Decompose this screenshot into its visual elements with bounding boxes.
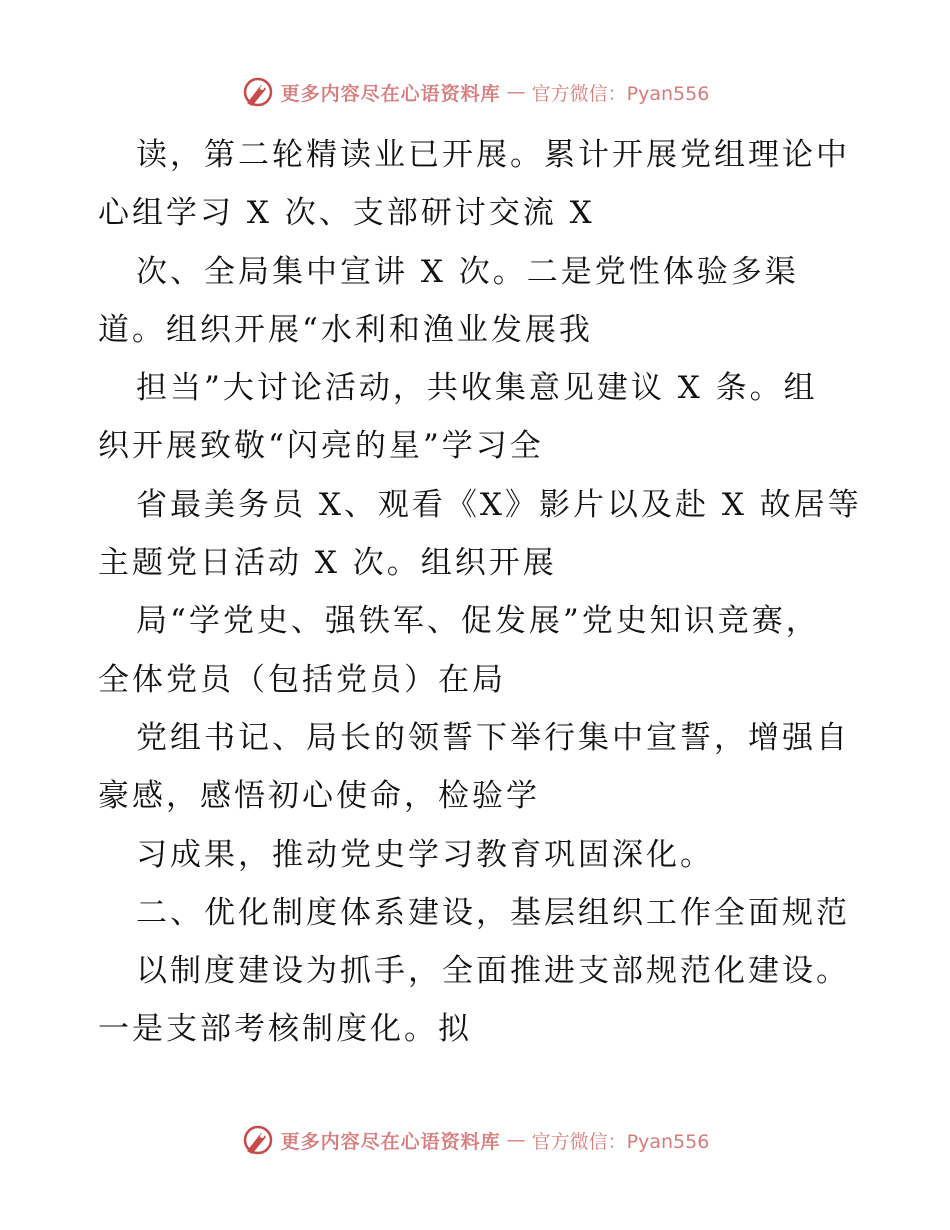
paragraph-line: 主题党日活动 X 次。组织开展 [98,545,557,582]
watermark-brand: 更多内容尽在心语资料库 [280,82,501,105]
paragraph-line: 省最美务员 X、观看《X》影片以及赴 X 故居等 [136,486,862,523]
paragraph-line: 以制度建设为抓手，全面推进支部规范化建设。 [136,953,850,990]
watermark-separator: — [506,1129,526,1151]
paragraph-line: 担当”大讨论活动，共收集意见建议 X 条。组 [136,370,818,407]
paragraph-line: 习成果，推动党史学习教育巩固深化。 [136,836,714,873]
footer-watermark [0,1120,950,1160]
paragraph-line: 心组学习 X 次、支部研讨交流 X [98,195,595,232]
fountain-pen-logo-icon [241,75,275,109]
paragraph-line: 一是支部考核制度化。拟 [98,1011,472,1048]
paragraph-line: 党组书记、局长的领誓下举行集中宣誓，增强自 [136,719,850,756]
paragraph-line: 织开展致敬“闪亮的星”学习全 [98,428,544,465]
fountain-pen-logo-icon [241,1123,275,1157]
paragraph-line: 局“学党史、强铁军、促发展”党史知识竞赛， [136,603,820,640]
watermark-brand: 更多内容尽在心语资料库 [280,1130,501,1153]
paragraph-line: 全体党员（包括党员）在局 [98,661,506,698]
section-heading: 二、优化制度体系建设，基层组织工作全面规范 [136,894,850,931]
header-watermark [0,72,950,112]
paragraph-line: 次、全局集中宣讲 X 次。二是党性体验多渠 [136,253,799,290]
watermark-wechat: 官方微信：Pyan556 [531,1130,710,1153]
paragraph-line: 读，第二轮精读业已开展。累计开展党组理论中 [136,137,850,173]
watermark-separator: — [506,81,526,103]
document-body [98,126,862,1059]
watermark-wechat: 官方微信：Pyan556 [531,82,710,105]
paragraph-line: 道。组织开展“水利和渔业发展我 [98,311,593,348]
paragraph-line: 豪感，感悟初心使命，检验学 [98,778,540,815]
